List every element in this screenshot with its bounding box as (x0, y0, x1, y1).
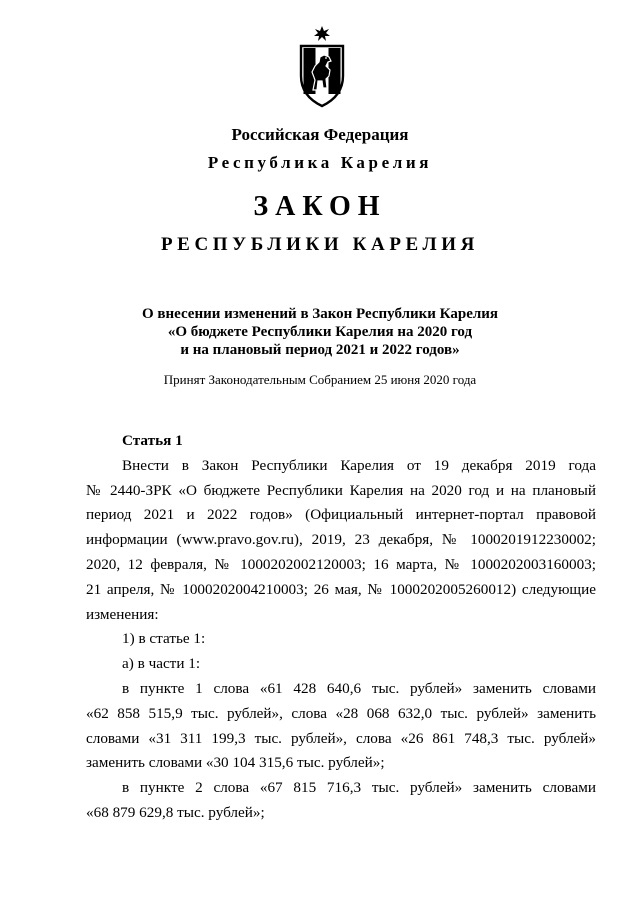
point-2-paragraph (86, 776, 596, 826)
article-body (86, 429, 596, 826)
adoption-note: Принят Законодательным Собранием 25 июня 2020 года (163, 372, 477, 387)
list-item: а) в части 1: (122, 655, 201, 673)
law-title-line: О внесении изменений в Закон Республики Карелия (141, 306, 499, 322)
republic-heading: Республика Карелия (207, 153, 433, 172)
text-line: в пункте 1 слова «61 428 640,6 тыс. рублей» заменить словами (122, 679, 596, 697)
text-line: «68 879 629,8 тыс. рублей»; (86, 803, 265, 821)
text-line: информации (www.pravo.gov.ru), 2019, 23 декабря, № 1000201912230002; (86, 531, 596, 549)
text-line: № 2440-ЗРК «О бюджете Республики Карелия на 2020 год и на плановый (86, 481, 596, 499)
text-line: 2020, 12 февраля, № 1000202002120003; 16 марта, № 1000202003160003; (86, 555, 596, 573)
text-line: 21 апреля, № 1000202004210003; 26 мая, № 1000202005260012) следующие (86, 580, 596, 598)
law-subheading: РЕСПУБЛИКИ КАРЕЛИЯ (160, 234, 480, 255)
article-heading: Статья 1 (122, 432, 183, 449)
law-title (0, 305, 640, 359)
text-line: словами «31 311 199,3 тыс. рублей», слова «26 861 748,3 тыс. рублей» (86, 729, 596, 747)
text-line: изменения: (86, 605, 159, 623)
law-title-line: и на плановый период 2021 и 2022 годов» (180, 342, 460, 358)
text-line: «62 858 515,9 тыс. рублей», слова «28 068 632,0 тыс. рублей» заменить (86, 704, 596, 722)
text-line: заменить словами «30 104 315,6 тыс. рублей»; (86, 754, 385, 772)
point-1-paragraph (86, 677, 596, 776)
text-line: период 2021 и 2022 годов» (Официальный интернет-портал правовой (86, 506, 596, 524)
law-title-line: «О бюджете Республики Карелия на 2020 год (167, 324, 473, 340)
law-heading: ЗАКОН (253, 191, 387, 222)
list-item: 1) в статье 1: (122, 630, 206, 648)
text-line: в пункте 2 слова «67 815 716,3 тыс. рублей» заменить словами (122, 779, 596, 797)
text-line: Внести в Закон Республики Карелия от 19 декабря 2019 года (122, 456, 596, 474)
federation-heading: Российская Федерация (231, 125, 409, 144)
article-intro-paragraph (86, 454, 596, 628)
karelia-coat-of-arms-icon (296, 24, 348, 108)
